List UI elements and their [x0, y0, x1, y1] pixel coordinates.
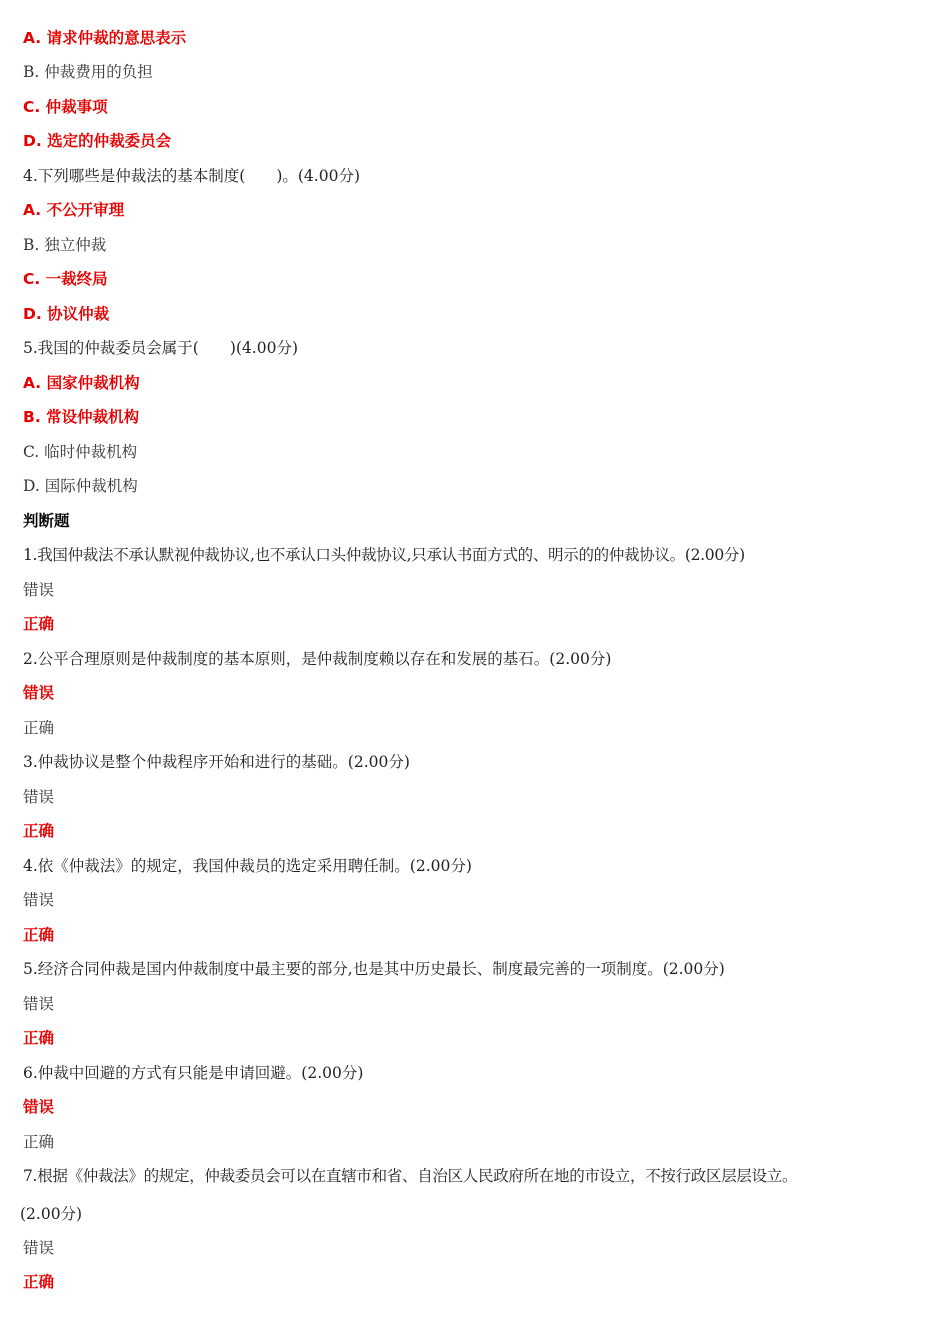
answer-false-correct: 错误 — [23, 1098, 55, 1116]
tf-question-5: 5.经济合同仲裁是国内仲裁制度中最主要的部分,也是其中历史最长、制度最完善的一项制度。(2.00分) — [23, 960, 725, 978]
tf-question-7: 7.根据《仲裁法》的规定，仲裁委员会可以在直辖市和省、自治区人民政府所在地的市设立，不按行政区层层设立。 — [23, 1167, 798, 1185]
option-d: D. 国际仲裁机构 — [23, 477, 138, 495]
answer-true-correct: 正确 — [23, 1273, 55, 1291]
answer-false: 错误 — [23, 788, 55, 806]
answer-true-correct: 正确 — [23, 926, 55, 944]
answer-false: 错误 — [23, 581, 55, 599]
tf-question-6: 6.仲裁中回避的方式有只能是申请回避。(2.00分) — [23, 1064, 364, 1082]
option-a-correct: A. 国家仲裁机构 — [23, 374, 140, 392]
answer-true-correct: 正确 — [23, 1029, 55, 1047]
question-5: 5.我国的仲裁委员会属于( )(4.00分) — [23, 339, 298, 357]
option-d-correct: D. 协议仲裁 — [23, 305, 110, 323]
answer-false: 错误 — [23, 995, 55, 1013]
question-4: 4.下列哪些是仲裁法的基本制度( )。(4.00分) — [23, 167, 360, 185]
option-c-correct: C. 仲裁事项 — [23, 98, 108, 116]
option-b-correct: B. 常设仲裁机构 — [23, 408, 140, 426]
answer-true: 正确 — [23, 1133, 55, 1151]
option-c: C. 临时仲裁机构 — [23, 443, 138, 461]
answer-false-correct: 错误 — [23, 684, 55, 702]
tf-question-7-score: (2.00分) — [20, 1205, 83, 1223]
tf-question-3: 3.仲裁协议是整个仲裁程序开始和进行的基础。(2.00分) — [23, 753, 410, 771]
tf-question-2: 2.公平合理原则是仲裁制度的基本原则，是仲裁制度赖以存在和发展的基石。(2.00分) — [23, 650, 612, 668]
option-d-correct: D. 选定的仲裁委员会 — [23, 132, 172, 150]
option-a-correct: A. 请求仲裁的意思表示 — [23, 29, 187, 47]
option-a-correct: A. 不公开审理 — [23, 201, 125, 219]
answer-true: 正确 — [23, 719, 55, 737]
option-b: B. 独立仲裁 — [23, 236, 107, 254]
answer-false: 错误 — [23, 891, 55, 909]
tf-question-4: 4.依《仲裁法》的规定，我国仲裁员的选定采用聘任制。(2.00分) — [23, 857, 472, 875]
answer-true-correct: 正确 — [23, 822, 55, 840]
option-c-correct: C. 一裁终局 — [23, 270, 108, 288]
option-b: B. 仲裁费用的负担 — [23, 63, 153, 81]
tf-question-1: 1.我国仲裁法不承认默视仲裁协议,也不承认口头仲裁协议,只承认书面方式的、明示的的仲裁协议。(2.00分) — [23, 546, 745, 564]
answer-true-correct: 正确 — [23, 615, 55, 633]
section-heading: 判断题 — [23, 512, 70, 530]
answer-false: 错误 — [23, 1239, 55, 1257]
